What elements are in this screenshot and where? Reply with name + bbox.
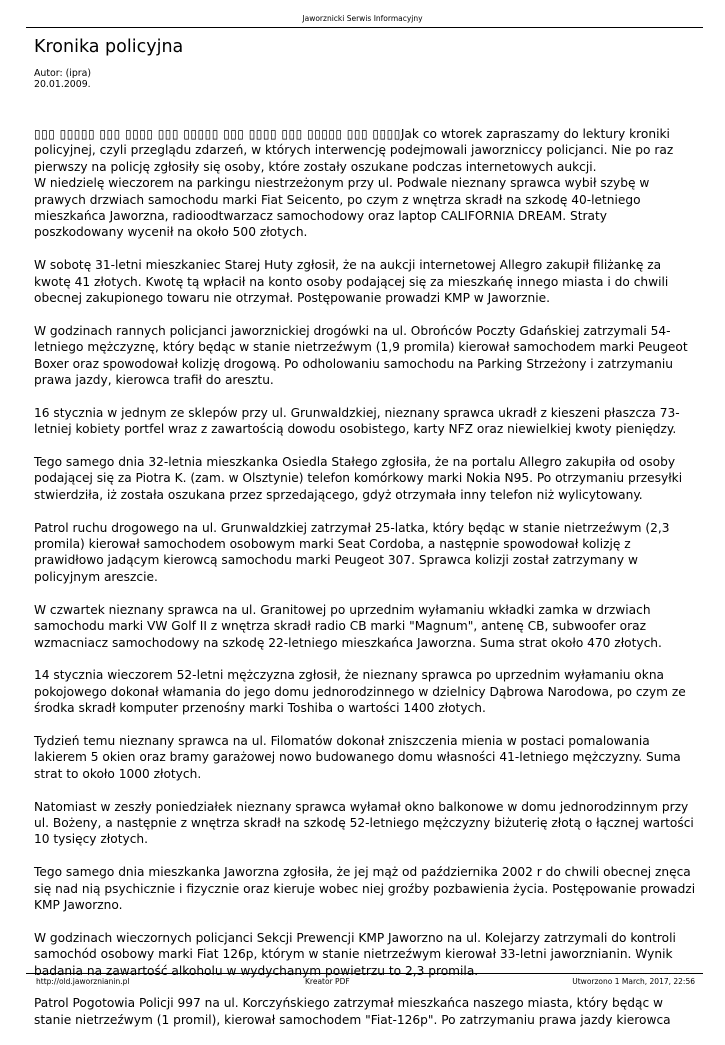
article-paragraph: Patrol ruchu drogowego na ul. Grunwaldzkiej zatrzymał 25-latka, który będąc w stanie nietrzeźwym (2,3 promila) kierował samochodem osobowym marki Seat Cordoba, a następnie spowodował kolizję z prawidłowo jadącym kierowcą samochodu marki Peugeot 307. Sprawca kolizji został zatrzymany w policyjnym areszcie. [34, 520, 670, 584]
article-paragraph: W niedzielę wieczorem na parkingu niestrzeżonym przy ul. Podwale nieznany sprawca wybił szybę w prawych drzwiach samochodu marki Fiat Seicento, po czym z wnętrza skradł na szkodę 40-letniego mieszkańca Jaworzna, radioodtwarzacz samochodowy oraz laptop CALIFORNIA DREAM. Straty poszkodowany wycenił na około 500 złotych. [34, 176, 650, 240]
article-body [34, 126, 699, 1045]
article-paragraph: 16 stycznia w jednym ze sklepów przy ul. Grunwaldzkiej, nieznany sprawca ukradł z kieszeni płaszcza 73-letniej kobiety portfel wraz z zawartością dowodu osobistego, karty NFZ oraz niewielkiej kwoty pieniędzy. [34, 405, 680, 437]
article-paragraph: Tego samego dnia mieszkanka Jaworzna zgłosiła, że jej mąż od października 2002 r do chwili obecnej znęca się nad nią psychicznie i fizycznie oraz kieruje wobec niej groźby pozbawienia życia. Postępowanie prowadzi KMP Jaworzno. [34, 865, 696, 912]
footer-url: http://old.jaworznianin.pl [36, 977, 130, 986]
article-paragraph: W godzinach rannych policjanci jaworznickiej drogówki na ul. Obrońców Poczty Gdańskiej zatrzymali 54-letniego mężczyznę, który będąc w stanie nietrzeźwym (1,9 promila) kierował samochodem marki Peugeot Boxer oraz spowodował kolizję drogową. Po odholowaniu samochodu na Parking Strzeżony i zatrzymaniu prawa jazdy, kierowca trafił do areszt​u. [34, 323, 688, 388]
article-date: 20.01.2009. [34, 79, 91, 90]
article-author: Autor: (ipra) [34, 68, 92, 79]
article-paragraph: W godzinach wieczornych policjanci Sekcji Prewencji KMP Jaworzno na ul. Kolejarzy zatrzymali do kontroli samochód osobowy marki Fiat 126p, którym w stanie nietrzeźwym kierował 33-letni jaworznianin. Wynik badania na zawartość alkoholu w wydychanym powietrzu to 2,3 promila. [34, 930, 676, 978]
article-paragraph: 14 stycznia wieczorem 52-letni mężczyzna zgłosił, że nieznany sprawca po uprzednim wyłamaniu okna pokojowego dokonał włamania do jego domu jednorodzinnego w dzielnicy Dąbrowa Narodowa, po czym ze środka skradł komputer przenośny marki Toshiba o wartości 1400 złotych. [34, 668, 686, 716]
article-lead [34, 126, 699, 175]
footer-divider [26, 973, 703, 974]
header-divider [26, 27, 703, 28]
article-paragraph: Patrol Pogotowia Policji 997 na ul. Korczyńskiego zatrzymał mieszkańca naszego miasta, który będąc w stanie nietrzeźwym (1 promil), kierował samochodem "Fiat-126p". Po zatrzymaniu prawa jazdy kierowca [34, 996, 671, 1027]
article-paragraph: Tydzień temu nieznany sprawca na ul. Filomatów dokonał zniszczenia mienia w postaci pomalowania lakierem 5 okien oraz bramy garażowej nowo budowanego domu własności 41-letniego mężczyzny. Suma strat to około 1000 złotych. [34, 733, 681, 781]
missing-glyph-boxes: ▯▯▯ ▯▯▯▯▯ ▯▯▯ ▯▯▯▯ ▯▯▯ ▯▯▯▯▯ ▯▯▯ ▯▯▯▯ ▯▯▯ ▯▯▯▯▯ ▯▯▯ ▯▯▯▯ [34, 127, 401, 141]
article-paragraph: W sobotę 31-letni mieszkaniec Starej Huty zgłosił, że na aukcji internetowej Allegro zakupił filiżankę za kwotę 41 złotych. Kwotę tą wpłacił na konto osoby podającej się za mieszkańę innego miasta i do chwili obecnej zakupionego towaru nie otrzymał. Postępowanie prowadzi KMP w Jaworznie. [34, 258, 669, 306]
article-paragraph: W czwartek nieznany sprawca na ul. Granitowej po uprzednim wyłamaniu wkładki zamka w drzwiach samochodu marki VW Golf II z wnętrza skradł radio CB marki "Magnum", antenę CB, subwoofer oraz wzmacniacz samochodowy na szkodę 22-letniego mieszkańca Jaworzna. Suma strat około 470 złotych. [34, 602, 662, 650]
article-title: Kronika policyjna [34, 37, 184, 57]
article-meta [34, 68, 91, 90]
footer-generator: Kreator PDF [305, 977, 350, 986]
footer-created: Utworzono 1 March, 2017, 22:56 [572, 977, 695, 986]
article-paragraph: Natomiast w zeszły poniedziałek nieznany sprawca wyłamał okno balkonowe w domu jednorodzinnym przy ul. Bożeny, a następnie z wnętrza skradł na szkodę 52-letniego mężczyzny biżuterię złotą o łącznej wartości 10 tysięcy złotych. [34, 799, 694, 847]
page-header: Jaworznicki Serwis Informacyjny [302, 14, 423, 23]
article-paragraph: Tego samego dnia 32-letnia mieszkanka Osiedla Stałego zgłosiła, że na portalu Allegro zakupiła od osoby podającej się za Piotra K. (zam. w Olsztynie) telefon komórkowy marki Nokia N95. Po otrzymaniu przesyłki stwierdziła, iż została oszukana przez sprzedającego, gdyż otrzymała inny telefon niż wylicytowany. [34, 455, 683, 502]
article-lead-text: Jak co wtorek zapraszamy do lektury kroniki policyjnej, czyli przeglądu zdarzeń, w których interwencję podejmowali jaworzniccy policjanci. Nie po raz pierwszy na policję zgłosiły się osoby, które zostały oszukane podczas internetowych aukcji. [34, 127, 674, 174]
